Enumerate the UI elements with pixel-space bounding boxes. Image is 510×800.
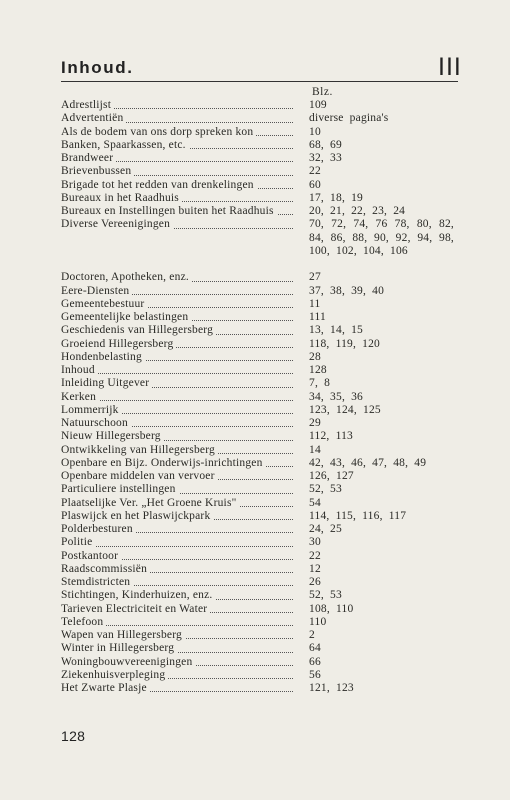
toc-entry-label: Advertentiën <box>61 112 299 125</box>
toc-entry-pages: 11 <box>309 297 321 310</box>
toc-entry-pages: 2 <box>309 629 315 641</box>
toc-entry-pages: 66 <box>309 655 321 668</box>
toc-entry-pages: 22 <box>309 165 321 178</box>
toc-entry-label: Telefoon <box>61 616 299 629</box>
toc-entry <box>61 682 461 695</box>
toc-entry-label: Groeiend Hillegersberg <box>61 338 299 351</box>
toc-entry-label: Natuurschoon <box>61 417 299 430</box>
toc-entry <box>61 377 461 390</box>
toc-entry-pages: 20, 21, 22, 23, 24 <box>309 205 406 217</box>
toc-entry <box>61 152 461 165</box>
toc-entry-pages: 68, 69 <box>309 138 342 151</box>
toc-entry <box>61 470 461 483</box>
toc-entry-pages: 22 <box>309 549 321 562</box>
toc-entry-pages: 42, 43, 46, 47, 48, 49 <box>309 456 427 469</box>
toc-entry <box>61 205 461 218</box>
toc-entry <box>61 603 461 616</box>
toc-entry-label: Inleiding Uitgever <box>61 377 299 390</box>
toc-entry <box>61 589 461 602</box>
toc-entry-pages: 13, 14, 15 <box>309 324 363 337</box>
toc-entry <box>61 351 461 364</box>
toc-entry-pages: 27 <box>309 271 321 284</box>
toc-entry-pages: 118, 119, 120 <box>309 337 380 350</box>
toc-entry-pages: 52, 53 <box>309 589 342 602</box>
toc-entry-label: Stemdistricten <box>61 576 299 589</box>
toc-entry <box>61 324 461 337</box>
toc-entry <box>61 99 461 112</box>
toc-entry-label: Nieuw Hillegersberg <box>61 430 299 443</box>
toc-entry <box>61 258 461 271</box>
toc-entry-label: Doctoren, Apotheken, enz. <box>61 271 299 284</box>
toc-entry <box>61 391 461 404</box>
toc-entry-pages: 29 <box>309 417 321 429</box>
toc-entry-pages: 37, 38, 39, 40 <box>309 284 385 297</box>
page-number: 128 <box>61 728 86 744</box>
toc-entry-label: Postkantoor <box>61 550 299 563</box>
toc-entry-label: Banken, Spaarkassen, etc. <box>61 139 299 152</box>
toc-entry-pages: diverse pagina's <box>309 112 389 125</box>
toc-entry <box>61 112 461 125</box>
toc-entry <box>61 364 461 377</box>
toc-entry-label: Brievenbussen <box>61 165 299 178</box>
toc-entry-pages: 123, 124, 125 <box>309 403 381 416</box>
toc-entry-pages: 56 <box>309 668 321 681</box>
toc-entry-pages: 108, 110 <box>309 602 354 615</box>
toc-entry <box>61 656 461 669</box>
toc-entry <box>61 563 461 576</box>
toc-entry <box>61 218 461 231</box>
toc-entry <box>61 192 461 205</box>
toc-entry-pages: 121, 123 <box>309 682 354 694</box>
toc-entry-label: Als de bodem van ons dorp spreken kon <box>61 126 299 139</box>
toc-entry <box>61 245 461 258</box>
toc-entry-label: Wapen van Hillegersberg <box>61 629 299 642</box>
toc-entry-pages: 100, 102, 104, 106 <box>309 244 408 257</box>
toc-entry-pages: 7, 8 <box>309 377 331 390</box>
toc-entry-pages: 114, 115, 116, 117 <box>309 509 407 522</box>
toc-entry-label: Woningbouwvereenigingen <box>61 656 299 669</box>
section-mark: III <box>438 53 462 81</box>
toc-entry-label: Polderbesturen <box>61 523 299 536</box>
toc-entry <box>61 497 461 510</box>
toc-entry <box>61 457 461 470</box>
toc-entry-pages: 111 <box>309 311 326 323</box>
toc-entry-label: Tarieven Electriciteit en Water <box>61 603 299 616</box>
toc-entry <box>61 311 461 324</box>
toc-entry <box>61 430 461 443</box>
toc-entry-label: Plaswijck en het Plaswijckpark <box>61 510 299 523</box>
toc-entry-label: Particuliere instellingen <box>61 483 299 496</box>
toc-entry <box>61 550 461 563</box>
toc-entry-label: Adrestlijst <box>61 99 299 112</box>
toc-entry <box>61 510 461 523</box>
toc-entry <box>61 444 461 457</box>
toc-entry <box>61 642 461 655</box>
toc-entry-pages: 110 <box>309 615 327 628</box>
toc-entry-label: Hondenbelasting <box>61 351 299 364</box>
toc-entry-pages: 14 <box>309 443 321 456</box>
toc-entry-label: Winter in Hillegersberg <box>61 642 299 655</box>
toc-entry-pages: 17, 18, 19 <box>309 191 363 204</box>
toc-entry-label: Stichtingen, Kinderhuizen, enz. <box>61 589 299 602</box>
toc-entry <box>61 523 461 536</box>
toc-entry <box>61 298 461 311</box>
toc-entry-label: Kerken <box>61 391 299 404</box>
toc-entry <box>61 576 461 589</box>
toc-entry-pages: 34, 35, 36 <box>309 390 363 403</box>
toc-entry-label: Eere-Diensten <box>61 285 299 298</box>
toc-entry-label: Brigade tot het redden van drenkelingen <box>61 179 299 192</box>
table-of-contents <box>61 99 461 695</box>
toc-entry-pages: 112, 113 <box>309 430 353 443</box>
toc-entry-pages: 26 <box>309 576 321 588</box>
toc-entry-pages: 84, 86, 88, 90, 92, 94, 98, <box>309 231 454 244</box>
toc-entry-label: Diverse Vereenigingen <box>61 218 299 231</box>
toc-entry-pages: 109 <box>309 99 327 111</box>
toc-entry-pages: 60 <box>309 178 321 191</box>
toc-entry <box>61 338 461 351</box>
toc-entry-pages: 52, 53 <box>309 483 342 496</box>
toc-entry <box>61 616 461 629</box>
toc-entry-label: Lommerrijk <box>61 404 299 417</box>
toc-entry-label: Raadscommissiën <box>61 563 299 576</box>
toc-entry <box>61 536 461 549</box>
toc-entry-label: Inhoud <box>61 364 299 377</box>
toc-entry <box>61 139 461 152</box>
toc-entry-pages: 24, 25 <box>309 523 342 535</box>
toc-entry-pages: 12 <box>309 562 321 575</box>
toc-entry-pages: 64 <box>309 642 321 655</box>
page-column-label: Blz. <box>312 86 333 98</box>
toc-entry <box>61 404 461 417</box>
toc-entry-label: Ziekenhuisverpleging <box>61 669 299 682</box>
toc-entry <box>61 126 461 139</box>
toc-entry-label: Brandweer <box>61 152 299 165</box>
toc-entry-pages: 126, 127 <box>309 470 354 482</box>
title-rule <box>61 81 458 82</box>
toc-entry-label: Het Zwarte Plasje <box>61 682 299 695</box>
toc-entry-label: Openbare en Bijz. Onderwijs-inrichtingen <box>61 457 299 470</box>
toc-entry-label: Geschiedenis van Hillegersberg <box>61 324 299 337</box>
toc-entry <box>61 483 461 496</box>
toc-entry <box>61 271 461 284</box>
toc-entry-pages: 70, 72, 74, 76 78, 80, 82, <box>309 218 454 231</box>
toc-entry <box>61 285 461 298</box>
toc-entry-pages: 30 <box>309 536 321 549</box>
toc-entry-label: Gemeentebestuur <box>61 298 299 311</box>
toc-entry-label: Plaatselijke Ver. „Het Groene Kruis" <box>61 497 299 510</box>
toc-entry-pages: 32, 33 <box>309 152 342 164</box>
toc-entry-pages: 10 <box>309 125 321 138</box>
toc-entry <box>61 179 461 192</box>
toc-entry-pages: 54 <box>309 496 321 509</box>
toc-entry-label: Bureaux en Instellingen buiten het Raadhuis <box>61 205 299 218</box>
toc-entry <box>61 232 461 245</box>
toc-entry <box>61 417 461 430</box>
toc-entry-label: Openbare middelen van vervoer <box>61 470 299 483</box>
toc-entry-pages: 28 <box>309 350 321 363</box>
toc-entry-label: Ontwikkeling van Hillegersberg <box>61 444 299 457</box>
toc-entry <box>61 629 461 642</box>
page-title: Inhoud. <box>61 58 134 77</box>
toc-entry <box>61 165 461 178</box>
toc-entry-label: Gemeentelijke belastingen <box>61 311 299 324</box>
toc-entry-pages: 128 <box>309 364 327 376</box>
toc-entry-label: Politie <box>61 536 299 549</box>
toc-entry-label: Bureaux in het Raadhuis <box>61 192 299 205</box>
toc-entry <box>61 669 461 682</box>
